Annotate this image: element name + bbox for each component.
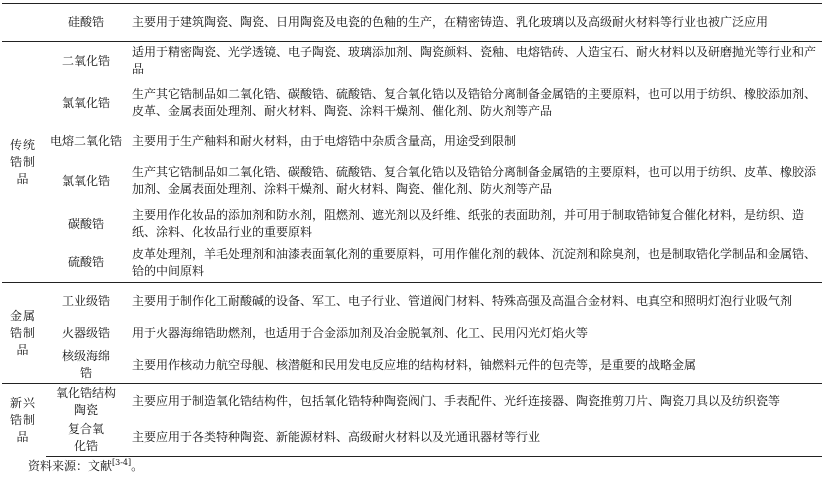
product-name: 火器级锆 [61, 326, 110, 340]
product-name: 氯氧化锆 [61, 95, 110, 110]
product-name-text: 核级海绵锆 [62, 349, 111, 381]
product-description: 主要用作化妆品的添加剂和防水剂，阻燃剂、遮光剂以及纤维、纸张的表面助剂，并可用于制取锆铈复合催化材料，是纺织、造纸、涂料、化妆品行业的重要原料 [132, 208, 805, 239]
category-cell [2, 4, 46, 42]
product-name: 工业级锆 [46, 283, 128, 320]
product-description: 生产其它锆制品如二氧化锆、碳酸锆、硫酸锆、复合氧化锆以及锆铪分离制备金属锆的主要原料，也可以用于纺织、皮革、橡胶添加剂、金属表面处理剂、涂料干燥剂、耐火材料、陶瓷、催化剂、防火剂等产品 [132, 165, 817, 196]
product-name [46, 420, 128, 457]
product-name [46, 348, 128, 384]
table-row [2, 4, 822, 42]
product-description: 主要用于制作化工耐酸碱的设备、军工、电子行业、管道阀门材料、特殊高强及高温合金材料、电真空和照明灯泡行业吸气剂 [128, 283, 822, 320]
product-description: 主要应用于各类特种陶瓷、新能源材料、高级耐火材料以及光通讯器材等行业 [128, 420, 822, 457]
table-row [2, 126, 822, 158]
table-row [2, 205, 822, 244]
table-row [2, 42, 822, 81]
table-row [2, 283, 822, 320]
source-note [28, 458, 143, 474]
product-name-text: 复合氧化锆 [67, 421, 104, 453]
product-description: 适用于精密陶瓷、光学透镜、电子陶瓷、玻璃添加剂、陶瓷颜料、瓷釉、电熔锆砖、人造宝石、耐火材料以及研磨抛光等行业和产品 [128, 42, 822, 81]
table-row [2, 244, 822, 283]
category-label: 新兴锆制品 [9, 395, 36, 444]
zirconium-products-table [2, 3, 822, 457]
table-row [2, 158, 822, 205]
source-end: 。 [131, 459, 144, 473]
product-description: 主要用于建筑陶瓷、陶瓷、日用陶瓷及电瓷的色釉的生产，在精密铸造、乳化玻璃以及高级耐火材料等行业也被广泛应用 [128, 4, 822, 42]
category-cell [2, 384, 46, 457]
product-description: 生产其它锆制品如二氧化锆、碳酸锆、硫酸锆、复合氧化锆以及锆铪分离制备金属锆的主要原料，也可以用于纺织、橡胶添加剂、皮革、金属表面处理剂、耐火材料、陶瓷、涂料干燥剂、催化剂、防火剂等产品 [132, 87, 817, 118]
product-name [46, 384, 128, 420]
product-description: 主要用于生产釉料和耐火材料，由于电熔锆中杂质含量高，用途受到限制 [132, 134, 517, 148]
table-row [2, 420, 822, 457]
product-description: 用于火器海绵锆助燃剂，也适用于合金添加剂及冶金脱氧剂、化工、民用闪光灯焰火等 [132, 326, 589, 340]
product-description: 主要应用于制造氧化锆结构件，包括氧化锆特种陶瓷阀门、手表配件、光纤连接器、陶瓷推剪刀片、陶瓷刀具以及纺织瓷等 [128, 384, 822, 420]
table-row [2, 320, 822, 348]
category-cell [2, 283, 46, 384]
product-name: 硅酸锆 [46, 4, 128, 42]
product-name-text: 氧化锆结构陶瓷 [55, 385, 116, 417]
category-cell [2, 42, 46, 283]
category-label: 传统锆制品 [9, 137, 36, 186]
table-row [2, 348, 822, 384]
source-label: 资料来源：文献 [28, 459, 113, 473]
category-label: 金属锆制品 [9, 308, 36, 357]
product-name: 氯氧化锆 [61, 173, 110, 188]
source-reference: [3-4] [112, 458, 132, 467]
product-name: 电熔二氧化锆 [50, 134, 123, 148]
product-name: 碳酸锆 [67, 216, 104, 231]
product-name: 二氧化锆 [46, 42, 128, 81]
product-name: 硫酸锆 [67, 255, 104, 270]
table-row [2, 384, 822, 420]
product-description: 皮革处理剂，羊毛处理剂和油漆表面氧化剂的重要原料，可用作催化剂的载体、沉淀剂和除臭剂，也是制取锆化学制品和金属锆、铪的中间原料 [132, 246, 817, 278]
table-row [2, 81, 822, 126]
product-description: 主要用作核动力航空母舰、核潜艇和民用发电反应堆的结构材料，铀燃料元件的包壳等，是重要的战略金属 [132, 357, 697, 372]
